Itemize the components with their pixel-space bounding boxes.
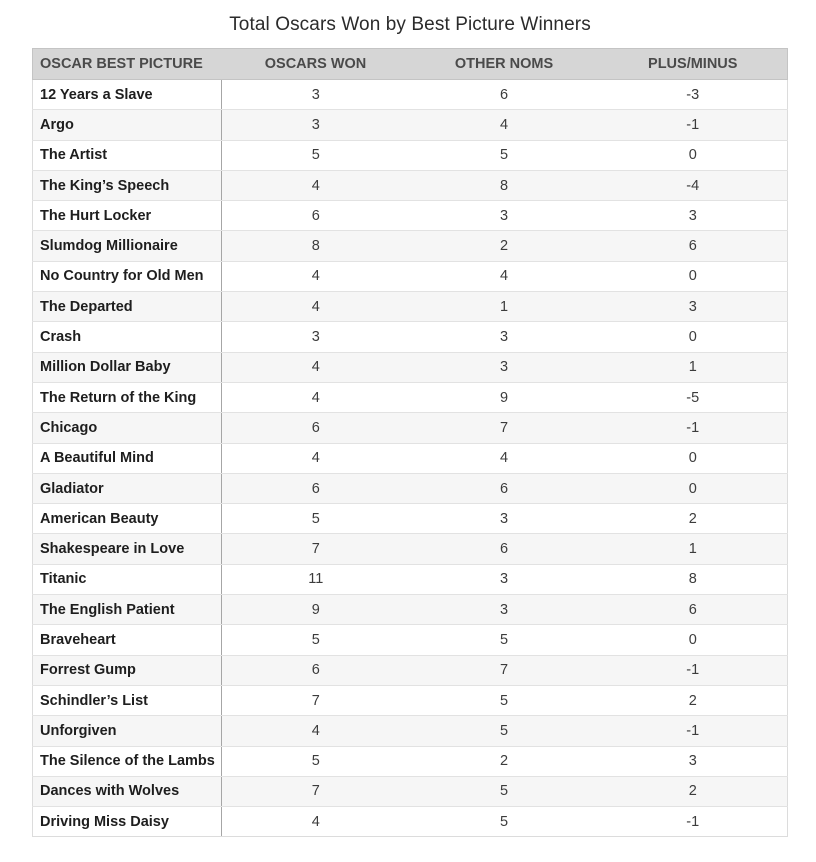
cell-film: American Beauty <box>33 504 222 534</box>
cell-oscars-won: 7 <box>222 534 410 564</box>
table-row <box>33 352 788 382</box>
table-row <box>33 685 788 715</box>
table-row <box>33 534 788 564</box>
cell-oscars-won: 4 <box>222 382 410 412</box>
column-header-film: OSCAR BEST PICTURE <box>33 49 222 80</box>
cell-other-noms: 6 <box>410 534 599 564</box>
cell-oscars-won: 11 <box>222 564 410 594</box>
table-row <box>33 292 788 322</box>
cell-film: No Country for Old Men <box>33 261 222 291</box>
cell-other-noms: 5 <box>410 776 599 806</box>
cell-other-noms: 3 <box>410 504 599 534</box>
cell-plus-minus: -1 <box>599 716 788 746</box>
cell-film: Braveheart <box>33 625 222 655</box>
cell-other-noms: 4 <box>410 443 599 473</box>
table-row <box>33 80 788 110</box>
cell-other-noms: 4 <box>410 261 599 291</box>
table-body <box>33 80 788 837</box>
cell-film: Forrest Gump <box>33 655 222 685</box>
cell-oscars-won: 4 <box>222 170 410 200</box>
cell-oscars-won: 3 <box>222 322 410 352</box>
cell-film: The Hurt Locker <box>33 201 222 231</box>
cell-other-noms: 8 <box>410 170 599 200</box>
cell-other-noms: 6 <box>410 80 599 110</box>
table-row <box>33 807 788 837</box>
cell-film: The King’s Speech <box>33 170 222 200</box>
cell-oscars-won: 4 <box>222 292 410 322</box>
cell-other-noms: 5 <box>410 716 599 746</box>
cell-plus-minus: 0 <box>599 625 788 655</box>
cell-plus-minus: 0 <box>599 322 788 352</box>
cell-film: 12 Years a Slave <box>33 80 222 110</box>
cell-plus-minus: 0 <box>599 443 788 473</box>
cell-plus-minus: 6 <box>599 231 788 261</box>
cell-oscars-won: 4 <box>222 807 410 837</box>
table-row <box>33 595 788 625</box>
cell-other-noms: 2 <box>410 231 599 261</box>
cell-plus-minus: 8 <box>599 564 788 594</box>
column-header-other-noms: OTHER NOMS <box>410 49 599 80</box>
cell-oscars-won: 8 <box>222 231 410 261</box>
cell-oscars-won: 5 <box>222 625 410 655</box>
cell-oscars-won: 6 <box>222 655 410 685</box>
cell-oscars-won: 7 <box>222 776 410 806</box>
cell-plus-minus: 6 <box>599 595 788 625</box>
cell-other-noms: 7 <box>410 655 599 685</box>
cell-other-noms: 3 <box>410 564 599 594</box>
cell-oscars-won: 9 <box>222 595 410 625</box>
cell-oscars-won: 3 <box>222 110 410 140</box>
cell-film: Dances with Wolves <box>33 776 222 806</box>
cell-film: The Silence of the Lambs <box>33 746 222 776</box>
cell-plus-minus: -1 <box>599 807 788 837</box>
cell-film: Argo <box>33 110 222 140</box>
cell-film: Slumdog Millionaire <box>33 231 222 261</box>
cell-plus-minus: 3 <box>599 201 788 231</box>
cell-oscars-won: 6 <box>222 473 410 503</box>
cell-film: Schindler’s List <box>33 685 222 715</box>
table-row <box>33 261 788 291</box>
cell-film: Shakespeare in Love <box>33 534 222 564</box>
cell-other-noms: 9 <box>410 382 599 412</box>
cell-plus-minus: 0 <box>599 473 788 503</box>
table-row <box>33 231 788 261</box>
cell-plus-minus: 1 <box>599 352 788 382</box>
cell-other-noms: 3 <box>410 595 599 625</box>
cell-other-noms: 3 <box>410 201 599 231</box>
table-row <box>33 110 788 140</box>
cell-plus-minus: 0 <box>599 140 788 170</box>
table-row <box>33 201 788 231</box>
cell-plus-minus: -1 <box>599 655 788 685</box>
cell-film: Crash <box>33 322 222 352</box>
cell-plus-minus: 3 <box>599 746 788 776</box>
chart-title: Total Oscars Won by Best Picture Winners <box>229 14 591 35</box>
cell-other-noms: 4 <box>410 110 599 140</box>
cell-plus-minus: 2 <box>599 685 788 715</box>
cell-plus-minus: 3 <box>599 292 788 322</box>
cell-plus-minus: 1 <box>599 534 788 564</box>
cell-oscars-won: 5 <box>222 140 410 170</box>
cell-film: Driving Miss Daisy <box>33 807 222 837</box>
table-row <box>33 170 788 200</box>
cell-film: Gladiator <box>33 473 222 503</box>
table-row <box>33 564 788 594</box>
table-row <box>33 322 788 352</box>
cell-oscars-won: 6 <box>222 201 410 231</box>
cell-oscars-won: 4 <box>222 261 410 291</box>
cell-plus-minus: -5 <box>599 382 788 412</box>
cell-film: Chicago <box>33 413 222 443</box>
table-row <box>33 504 788 534</box>
cell-oscars-won: 6 <box>222 413 410 443</box>
cell-oscars-won: 4 <box>222 443 410 473</box>
cell-other-noms: 5 <box>410 625 599 655</box>
header-row <box>33 49 788 80</box>
cell-other-noms: 5 <box>410 685 599 715</box>
cell-other-noms: 3 <box>410 352 599 382</box>
cell-plus-minus: -3 <box>599 80 788 110</box>
cell-other-noms: 6 <box>410 473 599 503</box>
cell-plus-minus: -1 <box>599 413 788 443</box>
table-row <box>33 413 788 443</box>
cell-other-noms: 5 <box>410 140 599 170</box>
cell-other-noms: 1 <box>410 292 599 322</box>
cell-oscars-won: 5 <box>222 504 410 534</box>
cell-other-noms: 5 <box>410 807 599 837</box>
cell-other-noms: 7 <box>410 413 599 443</box>
column-header-plus-minus: PLUS/MINUS <box>599 49 788 80</box>
cell-oscars-won: 3 <box>222 80 410 110</box>
cell-film: Unforgiven <box>33 716 222 746</box>
cell-plus-minus: 0 <box>599 261 788 291</box>
table-row <box>33 443 788 473</box>
cell-other-noms: 2 <box>410 746 599 776</box>
cell-other-noms: 3 <box>410 322 599 352</box>
column-header-oscars-won: OSCARS WON <box>222 49 410 80</box>
cell-oscars-won: 7 <box>222 685 410 715</box>
cell-oscars-won: 4 <box>222 352 410 382</box>
table-row <box>33 140 788 170</box>
cell-plus-minus: 2 <box>599 776 788 806</box>
cell-plus-minus: 2 <box>599 504 788 534</box>
cell-film: Million Dollar Baby <box>33 352 222 382</box>
cell-film: A Beautiful Mind <box>33 443 222 473</box>
table-row <box>33 625 788 655</box>
table-row <box>33 382 788 412</box>
cell-film: The Artist <box>33 140 222 170</box>
cell-film: Titanic <box>33 564 222 594</box>
cell-oscars-won: 4 <box>222 716 410 746</box>
cell-film: The Return of the King <box>33 382 222 412</box>
oscars-table <box>32 48 788 837</box>
cell-plus-minus: -1 <box>599 110 788 140</box>
table-row <box>33 776 788 806</box>
cell-oscars-won: 5 <box>222 746 410 776</box>
cell-film: The Departed <box>33 292 222 322</box>
cell-plus-minus: -4 <box>599 170 788 200</box>
table-row <box>33 716 788 746</box>
cell-film: The English Patient <box>33 595 222 625</box>
table-row <box>33 655 788 685</box>
table-row <box>33 473 788 503</box>
table-row <box>33 746 788 776</box>
